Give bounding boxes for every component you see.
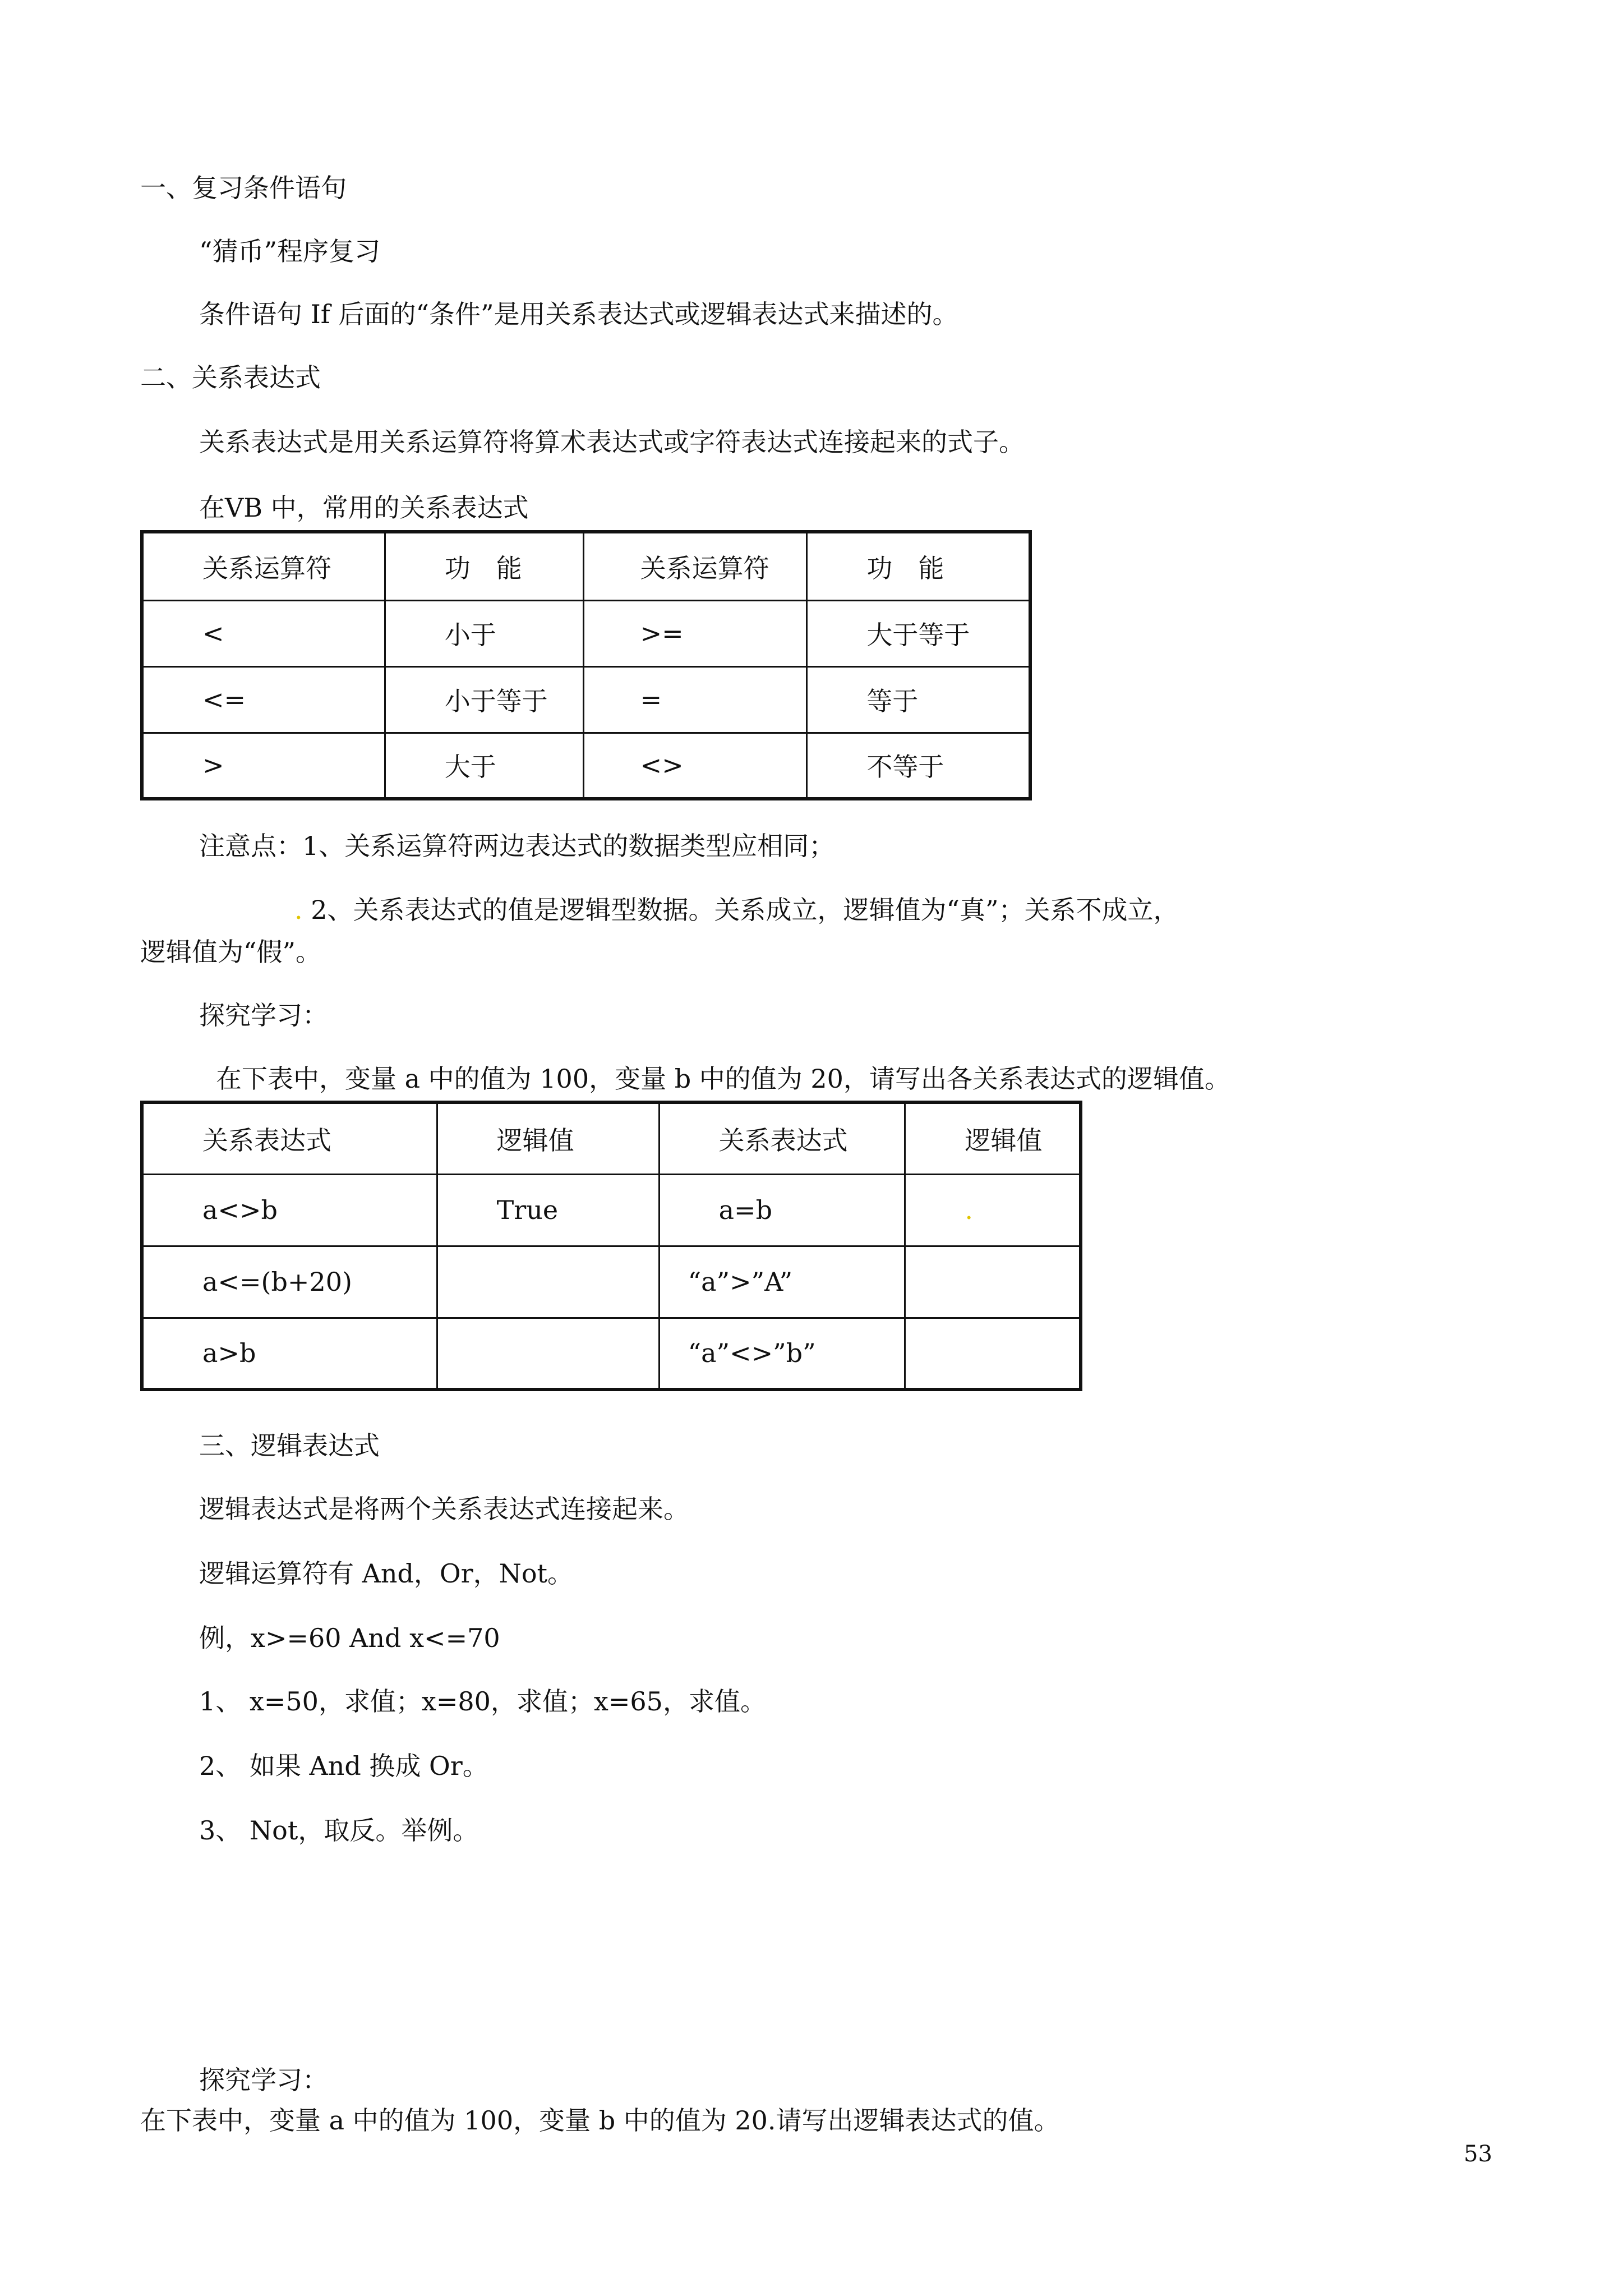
table2-cell: True	[437, 1174, 659, 1246]
table-row	[142, 1246, 1081, 1318]
table1-cell: <	[142, 600, 385, 666]
table2-header-cell: 逻辑值	[905, 1102, 1081, 1174]
table1-cell: 小于等于	[385, 666, 583, 733]
table-row	[142, 1318, 1081, 1389]
explore-label-1: 探究学习：	[199, 1000, 328, 1030]
section3-operators: 逻辑运算符有 And，Or，Not。	[199, 1558, 574, 1589]
section1-subtitle: “猜币”程序复习	[199, 236, 381, 266]
table-row	[142, 1174, 1081, 1246]
table1-cell: 小于	[385, 600, 583, 666]
section3-example: 例，x>=60 And x<=70	[199, 1623, 500, 1653]
note-2-text: 2、关系表达式的值是逻辑型数据。关系成立，逻辑值为“真”；关系不成立，	[311, 895, 1179, 925]
table1-cell: >	[142, 733, 385, 799]
table2-cell	[905, 1318, 1081, 1389]
section2-heading: 二、关系表达式	[140, 362, 321, 393]
table1-header-row	[142, 532, 1030, 600]
table1-cell: 等于	[807, 666, 1030, 733]
table2-header-cell: 关系表达式	[142, 1102, 437, 1174]
table2-cell: a<=(b+20)	[142, 1246, 437, 1318]
section3-definition: 逻辑表达式是将两个关系表达式连接起来。	[199, 1494, 689, 1524]
table1-header-cell: 功 能	[807, 532, 1030, 600]
table2-cell: a=b	[659, 1174, 905, 1246]
table2-cell: .	[905, 1174, 1081, 1246]
table-row	[142, 666, 1030, 733]
table2-header-cell: 逻辑值	[437, 1102, 659, 1174]
table2-cell: a<>b	[142, 1174, 437, 1246]
table1-cell: >=	[583, 600, 807, 666]
table-row	[142, 600, 1030, 666]
table2-cell	[437, 1318, 659, 1389]
section2-definition: 关系表达式是用关系运算符将算术表达式或字符表达式连接起来的式子。	[199, 427, 1025, 457]
table1-cell: =	[583, 666, 807, 733]
explore-text-1: 在下表中，变量 a 中的值为 100，变量 b 中的值为 20，请写出各关系表达式的逻辑值。	[216, 1064, 1230, 1094]
note-1: 注意点：1、关系运算符两边表达式的数据类型应相同；	[199, 831, 835, 861]
list-item: 1、 x=50，求值；x=80，求值；x=65，求值。	[199, 1686, 766, 1717]
relational-values-table	[140, 1101, 1082, 1391]
note-2-dot: .	[294, 895, 303, 925]
list-item: 2、 如果 And 换成 Or。	[199, 1751, 488, 1781]
explore-text-2: 在下表中，变量 a 中的值为 100，变量 b 中的值为 20.请写出逻辑表达式的值。	[140, 2105, 1060, 2136]
table-row	[142, 733, 1030, 799]
table1-cell: <>	[583, 733, 807, 799]
section1-text: 条件语句 If 后面的“条件”是用关系表达式或逻辑表达式来描述的。	[199, 299, 958, 329]
note-2	[294, 893, 1179, 927]
table1-header-cell: 关系运算符	[142, 532, 385, 600]
table1-cell: 不等于	[807, 733, 1030, 799]
table2-header-cell: 关系表达式	[659, 1102, 905, 1174]
table1-cell: <=	[142, 666, 385, 733]
table2-cell: “a”<>”b”	[659, 1318, 905, 1389]
table1-cell: 大于等于	[807, 600, 1030, 666]
table2-cell	[905, 1246, 1081, 1318]
explore-label-2: 探究学习：	[199, 2065, 328, 2095]
list-item: 3、 Not，取反。举例。	[199, 1815, 479, 1846]
table1-header-cell: 功 能	[385, 532, 583, 600]
section3-heading: 三、逻辑表达式	[199, 1430, 380, 1461]
table1-intro: 在VB 中，常用的关系表达式	[199, 493, 529, 523]
note-2-continued: 逻辑值为“假”。	[140, 937, 322, 967]
table1-cell: 大于	[385, 733, 583, 799]
table2-header-row	[142, 1102, 1081, 1174]
relational-operators-table	[140, 530, 1032, 800]
table2-cell: a>b	[142, 1318, 437, 1389]
section1-heading: 一、复习条件语句	[140, 173, 347, 203]
table1-header-cell: 关系运算符	[583, 532, 807, 600]
table2-cell: “a”>”A”	[659, 1246, 905, 1318]
table2-cell	[437, 1246, 659, 1318]
page-number: 53	[1464, 2141, 1492, 2167]
